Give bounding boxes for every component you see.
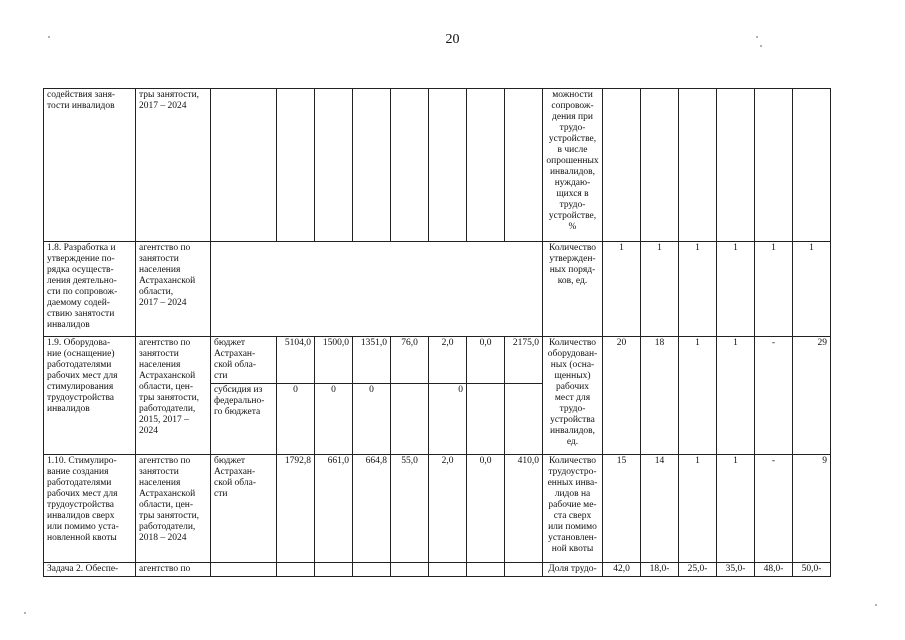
funding-value-cell — [315, 563, 353, 577]
funding-value-cell — [429, 563, 467, 577]
activity-cell: 1.8. Разработка и утверждение по- рядка осуществ- ления деятельно- сти по сопровож- даемому содей- ствию занятости инвалидов — [44, 242, 136, 337]
target-value-cell: 1 — [641, 242, 679, 337]
target-value-cell: 1 — [679, 455, 717, 563]
funding-value-cell: 661,0 — [315, 455, 353, 563]
program-activities-table — [43, 88, 831, 577]
indicator-cell: можности сопровож- дения при трудо- устройстве, в числе опрошенных инвалидов, нуждаю- щихся в трудо- устройстве, % — [543, 89, 603, 242]
funding-value-cell: 0 — [315, 384, 353, 455]
funding-value-cell — [391, 563, 429, 577]
funding-value-cell: 410,0 — [505, 455, 543, 563]
table-row — [44, 89, 831, 242]
target-value-cell: 1 — [755, 242, 793, 337]
target-value-cell: 18,0- — [641, 563, 679, 577]
target-value-cell: 48,0- — [755, 563, 793, 577]
table-row — [44, 242, 831, 337]
funding-value-cell — [505, 384, 543, 455]
activity-cell: 1.10. Стимулиро- вание создания работодателями рабочих мест для трудоустройства инвалидов сверх или помимо уста- новленной квоты — [44, 455, 136, 563]
page-number: 20 — [445, 32, 460, 47]
executor-cell: агентство по — [136, 563, 211, 577]
target-value-cell: 9 — [793, 455, 831, 563]
funding-value-cell — [467, 563, 505, 577]
funding-source-cell: бюджет Астрахан- ской обла- сти — [211, 455, 277, 563]
table-row — [44, 455, 831, 563]
funding-value-cell: 0 — [353, 384, 391, 455]
indicator-cell: Количество оборудован- ных (осна- щенных) рабочих мест для трудо- устройства инвалидов, ед. — [543, 337, 603, 455]
funding-value-cell — [315, 89, 353, 242]
target-value-cell: 1 — [717, 242, 755, 337]
funding-value-cell — [467, 384, 505, 455]
funding-value-cell — [353, 563, 391, 577]
funding-value-cell: 0,0 — [467, 455, 505, 563]
funding-value-cell: 664,8 — [353, 455, 391, 563]
target-value-cell — [679, 89, 717, 242]
scan-speck — [760, 45, 762, 47]
funding-value-cell — [391, 384, 429, 455]
funding-value-cell — [505, 89, 543, 242]
target-value-cell: 1 — [717, 455, 755, 563]
activity-cell: Задача 2. Обеспе- — [44, 563, 136, 577]
executor-cell: тры занятости, 2017 – 2024 — [136, 89, 211, 242]
indicator-cell: Доля трудо- — [543, 563, 603, 577]
indicator-cell: Количество утвержден- ных поряд- ков, ед. — [543, 242, 603, 337]
target-value-cell — [793, 89, 831, 242]
funding-value-cell: 1351,0 — [353, 337, 391, 384]
target-value-cell: - — [755, 455, 793, 563]
target-value-cell: 25,0- — [679, 563, 717, 577]
target-value-cell: 14 — [641, 455, 679, 563]
target-value-cell: - — [755, 337, 793, 455]
scan-speck — [24, 612, 26, 614]
funding-source-cell: бюджет Астрахан- ской обла- сти — [211, 337, 277, 384]
executor-cell: агентство по занятости населения Астраханской области, цен- тры занятости, работодатели, 2018 – 2024 — [136, 455, 211, 563]
target-value-cell: 50,0- — [793, 563, 831, 577]
activity-cell: содействия заня- тости инвалидов — [44, 89, 136, 242]
target-value-cell: 1 — [679, 242, 717, 337]
funding-value-cell — [429, 89, 467, 242]
funding-value-cell: 0,0 — [467, 337, 505, 384]
target-value-cell: 15 — [603, 455, 641, 563]
indicator-cell: Количество трудоустро- енных инва- лидов на рабочие ме- ста сверх или помимо установлен- ной квоты — [543, 455, 603, 563]
document-page — [43, 88, 831, 577]
target-value-cell — [755, 89, 793, 242]
funding-value-cell — [467, 89, 505, 242]
target-value-cell — [641, 89, 679, 242]
target-value-cell: 18 — [641, 337, 679, 455]
table-row — [44, 337, 831, 384]
target-value-cell: 1 — [603, 242, 641, 337]
funding-source-cell — [211, 563, 277, 577]
funding-value-cell: 0 — [277, 384, 315, 455]
executor-cell: агентство по занятости населения Астраханской области, 2017 – 2024 — [136, 242, 211, 337]
funding-value-cell — [505, 563, 543, 577]
target-value-cell: 1 — [793, 242, 831, 337]
target-value-cell: 20 — [603, 337, 641, 455]
funding-value-cell: 2175,0 — [505, 337, 543, 384]
target-value-cell — [603, 89, 641, 242]
funding-empty-cell — [211, 242, 543, 337]
funding-value-cell — [277, 563, 315, 577]
funding-value-cell: 2,0 — [429, 337, 467, 384]
table-row — [44, 563, 831, 577]
target-value-cell: 1 — [679, 337, 717, 455]
target-value-cell: 35,0- — [717, 563, 755, 577]
funding-value-cell: 1792,8 — [277, 455, 315, 563]
funding-value-cell — [277, 89, 315, 242]
funding-value-cell: 55,0 — [391, 455, 429, 563]
funding-source-cell: субсидия из федерально- го бюджета — [211, 384, 277, 455]
funding-value-cell: 5104,0 — [277, 337, 315, 384]
funding-value-cell — [391, 89, 429, 242]
scan-speck — [48, 36, 50, 38]
executor-cell: агентство по занятости населения Астраханской области, цен- тры занятости, работодатели, 2015, 2017 – 2024 — [136, 337, 211, 455]
funding-value-cell: 0 — [429, 384, 467, 455]
scan-speck — [875, 604, 877, 606]
scan-speck — [756, 36, 758, 38]
funding-value-cell: 1500,0 — [315, 337, 353, 384]
funding-value-cell: 2,0 — [429, 455, 467, 563]
funding-value-cell — [353, 89, 391, 242]
target-value-cell: 29 — [793, 337, 831, 455]
target-value-cell — [717, 89, 755, 242]
funding-source-cell — [211, 89, 277, 242]
target-value-cell: 1 — [717, 337, 755, 455]
target-value-cell: 42,0 — [603, 563, 641, 577]
activity-cell: 1.9. Оборудова- ние (оснащение) работодателями рабочих мест для стимулирования трудоустройства инвалидов — [44, 337, 136, 455]
funding-value-cell: 76,0 — [391, 337, 429, 384]
